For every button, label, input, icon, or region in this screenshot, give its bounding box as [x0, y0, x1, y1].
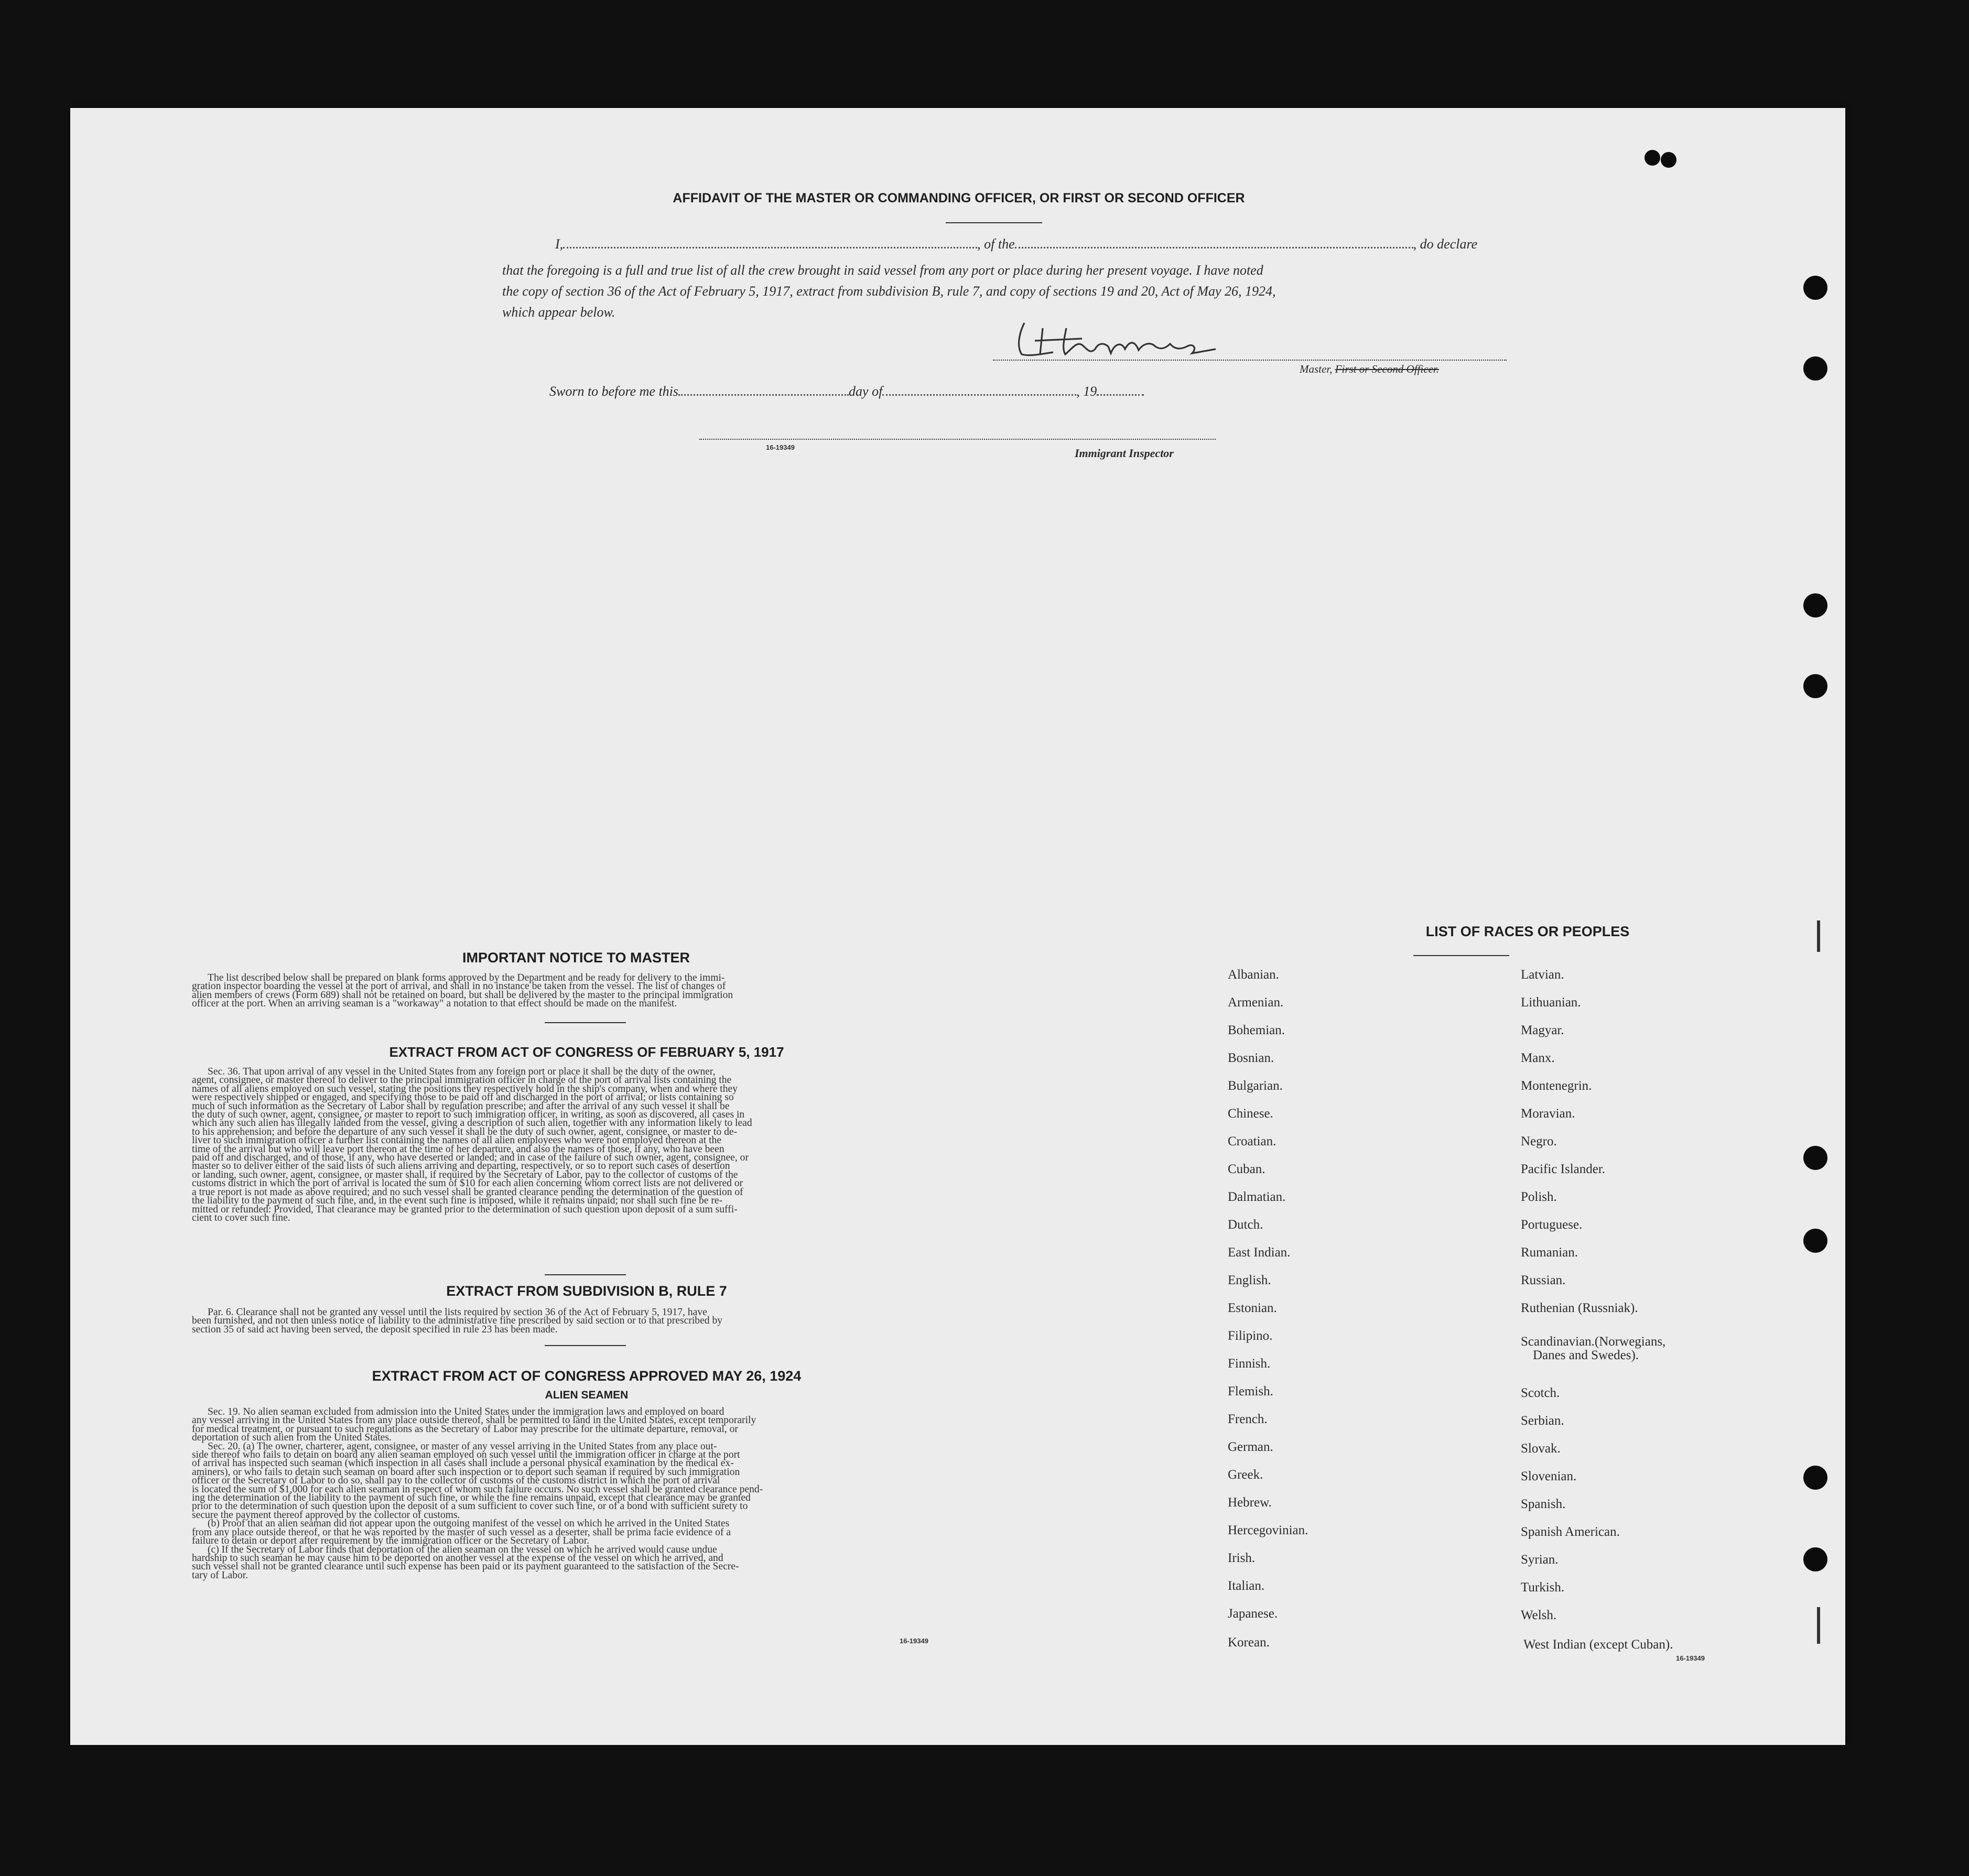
race-item: Syrian. — [1521, 1553, 1559, 1567]
notice-line: alien members of crews (Form 689) shall not be retained on board, but shall be delivered by the master to the principal immigration — [192, 989, 733, 1001]
extract-1917-line: liver to such immigration officer a further list containing the names of all alien employees who were not employed thereon at the — [192, 1135, 722, 1146]
race-item: Dutch. — [1228, 1218, 1263, 1232]
punch-hole-icon — [1803, 674, 1827, 698]
race-item: English. — [1228, 1273, 1271, 1287]
race-item: Rumanian. — [1521, 1245, 1578, 1260]
race-item: Scotch. — [1521, 1386, 1560, 1400]
extract-1924-line: such vessel shall not be granted clearance until such expense has been paid or its payment guaranteed to the satisfaction of the Secre- — [192, 1561, 739, 1573]
inspector-label: Immigrant Inspector — [1075, 447, 1174, 460]
extract-1924-line: Sec. 19. No alien seaman excluded from admission into the United States under the immigration laws and employed on board — [208, 1406, 724, 1417]
race-item: Russian. — [1521, 1273, 1566, 1287]
extract-1924-line: is located the sum of $1,000 for each alien seaman in respect of whom such failure occurs. No such vessel shall be granted clearance pend- — [192, 1483, 763, 1495]
race-item: Moravian. — [1521, 1107, 1575, 1121]
race-item: Spanish American. — [1521, 1525, 1620, 1539]
extract-1924-line: deportation of such alien from the United States. — [192, 1432, 392, 1444]
race-item: Montenegrin. — [1521, 1079, 1592, 1093]
extract-1917-title: EXTRACT FROM ACT OF CONGRESS OF FEBRUARY 5, 1917 — [389, 1044, 784, 1060]
punch-hole-icon — [1803, 276, 1827, 300]
race-item: French. — [1228, 1412, 1268, 1426]
punch-hole-icon — [1803, 1466, 1827, 1490]
race-item: Turkish. — [1521, 1580, 1565, 1595]
race-item: Estonian. — [1228, 1301, 1277, 1315]
extract-1924-line: hardship to such seaman he may cause him to be deported on another vessel at the expense of the vessel on which he arrived, and — [192, 1552, 723, 1564]
i-label: I, — [555, 236, 564, 252]
race-item: Slovak. — [1521, 1441, 1561, 1456]
of-the-label: , of the — [977, 236, 1015, 252]
sworn-label: Sworn to before me this — [549, 384, 679, 399]
extract-1917-line: customs district in which the port of arrival is located the sum of $10 for each alien concerning whom correct lists are not delivered or — [192, 1178, 743, 1189]
affidavit-body — [502, 260, 1498, 323]
notice-body — [192, 974, 1002, 1009]
affidavit-title: AFFIDAVIT OF THE MASTER OR COMMANDING OFFICER, OR FIRST OR SECOND OFFICER — [673, 191, 1245, 205]
race-item: Serbian. — [1521, 1414, 1564, 1428]
master-label: Master, — [1300, 363, 1333, 375]
vessel-blank[interactable] — [1015, 247, 1413, 248]
binder-mark-icon — [1817, 920, 1820, 952]
punch-hole-icon — [1803, 593, 1827, 617]
sworn-line — [549, 384, 1144, 399]
extract-1924-title: EXTRACT FROM ACT OF CONGRESS APPROVED MAY 26, 1924 — [372, 1368, 802, 1384]
extract-1917-line: master so to deliver either of the said lists of such aliens arriving and departing, respectively, or so to report such cases of desertion — [192, 1161, 730, 1172]
affidavit-body-line: the copy of section 36 of the Act of February 5, 1917, extract from subdivision B, rule 7, and copy of sections 19 and 20, Act of May 26, 1924, — [502, 284, 1276, 299]
race-item: Armenian. — [1228, 995, 1284, 1010]
notice-line: The list described below shall be prepared on blank forms approved by the Department and be ready for delivery to the immi- — [208, 972, 725, 983]
divider — [545, 1022, 626, 1023]
extract-1924-line: prior to the determination of such question upon the deposit of a sum sufficient to cover such fine, or of a bond with sufficient surety to — [192, 1501, 748, 1512]
extract-1924-subtitle: ALIEN SEAMEN — [545, 1389, 629, 1401]
extract-1924-line: side thereof who fails to detain on board any alien seaman employed on such vessel until the immigration officer in charge at the port — [192, 1449, 740, 1461]
extract-1917-line: a true report is not made as above required; and no such vessel shall be granted clearance pending the determination of the question of — [192, 1186, 743, 1198]
extract-1917-line: Sec. 36. That upon arrival of any vessel in the United States from any foreign port or place it shall be the duty of the owner, — [208, 1066, 716, 1077]
extract-1917-line: much of such information as the Secretary of Labor shall by regulation prescribe; and after the arrival of any such vessel it shall be — [192, 1100, 730, 1112]
races-title: LIST OF RACES OR PEOPLES — [1425, 924, 1630, 939]
race-item: Filipino. — [1228, 1329, 1273, 1343]
extract-1917-line: agent, consignee, or master thereof to deliver to the principal immigration officer in charge of the port of arrival lists containing the — [192, 1075, 732, 1086]
extract-1917-line: to his apprehension; and before the departure of any such vessel it shall be the duty of such owner, agent, consignee, or master to de- — [192, 1126, 738, 1137]
extract-1917-line: time of the arrival but who will leave port thereon at the time of her departure, and also the names of those, if any, who have been — [192, 1143, 724, 1155]
races-form-number: 16-19349 — [1676, 1654, 1705, 1662]
sworn-day-blank[interactable] — [678, 394, 849, 396]
extract-1917-line: cient to cover such fine. — [192, 1212, 290, 1223]
punch-hole-icon — [1803, 356, 1827, 381]
sworn-year-blank[interactable] — [1097, 394, 1144, 396]
divider — [545, 1274, 626, 1275]
race-item: Welsh. — [1521, 1608, 1557, 1622]
binder-mark-icon — [1817, 1607, 1820, 1644]
race-item: Korean. — [1228, 1635, 1270, 1650]
declare-label: , do declare — [1413, 236, 1478, 252]
notice-line: gration inspector boarding the vessel at the port of arrival, and shall in no instance be taken from the vessel. The list of changes of — [192, 981, 726, 992]
affidavit-declaration-line — [539, 236, 1559, 252]
notice-line: officer at the port. When an arriving seaman is a "workaway" a notation to that effect should be made on the manifest. — [192, 998, 677, 1010]
race-item: Pacific Islander. — [1521, 1162, 1606, 1176]
extract-1924-line: failure to detain or deport after requirement by the immigration officer or the Secretary of Labor. — [192, 1535, 590, 1547]
punch-hole-icon — [1661, 152, 1676, 168]
punch-hole-icon — [1803, 1547, 1827, 1571]
signature-line — [993, 360, 1507, 361]
extract-1924-line: ing the determination of the liability to the payment of such fine, or while the fine remains unpaid, except that clearance may be granted — [192, 1492, 751, 1504]
races-title-underline — [1413, 955, 1509, 956]
race-item: Magyar. — [1521, 1023, 1564, 1037]
affidavit-form-number: 16-19349 — [766, 443, 795, 451]
rule7-line: section 35 of said act having been served, the deposit specified in rule 23 has been made. — [192, 1324, 558, 1335]
race-item: Scandinavian.(Norwegians, — [1521, 1335, 1666, 1349]
day-of-label: day of — [849, 384, 883, 399]
race-item: Bulgarian. — [1228, 1079, 1283, 1093]
extract-1917-body — [192, 1068, 1002, 1222]
race-item: Finnish. — [1228, 1357, 1271, 1371]
race-item: West Indian (except Cuban). — [1523, 1638, 1673, 1652]
form-sheet — [70, 108, 1845, 1745]
extract-1924-line: secure the payment thereof approved by the collector of customs. — [192, 1509, 460, 1521]
race-item: Portuguese. — [1521, 1218, 1583, 1232]
race-item: Chinese. — [1228, 1107, 1273, 1121]
punch-hole-icon — [1803, 1229, 1827, 1253]
extract-1924-line: officer or the Secretary of Labor to do so, shall pay to the collector of customs of the customs district in which the port of arrival — [192, 1475, 720, 1487]
extract-1924-line: for medical treatment, or pursuant to such regulations as the Secretary of Labor may prescribe for the ultimate departure, removal, or — [192, 1423, 738, 1435]
extract-1924-line: from any place outside thereof, or that he was reported by the master of such vessel as a deserter, shall be prima facie evidence of a — [192, 1526, 731, 1538]
master-signature — [1003, 318, 1224, 365]
notice-title: IMPORTANT NOTICE TO MASTER — [462, 950, 690, 966]
extract-1917-line: mitted or refunded: Provided, That clearance may be granted prior to the determination of such question upon deposit of a sum suffi- — [192, 1203, 738, 1215]
race-item: Italian. — [1228, 1579, 1265, 1593]
sworn-month-blank[interactable] — [882, 394, 1076, 396]
race-item: Flemish. — [1228, 1384, 1273, 1398]
race-item: Japanese. — [1228, 1607, 1278, 1621]
race-item: Greek. — [1228, 1468, 1263, 1482]
extract-1924-line: aminers), or who fails to detain such seaman on board after such inspection or to deport such seaman if required by such immigration — [192, 1466, 740, 1478]
affidavit-body-line: that the foregoing is a full and true list of all the crew brought in said vessel from any port or place during her present voyage. I have noted — [502, 263, 1263, 278]
race-item: Negro. — [1521, 1134, 1557, 1148]
race-item: Irish. — [1228, 1551, 1256, 1565]
extract-1917-line: or landing, such owner, agent, consignee, or master shall, if required by the Secretary of Labor, pay to the collector of customs of the — [192, 1169, 738, 1180]
extract-1917-line: paid off and discharged, and of those, if any, who have deserted or landed; and in case of the failure of such owner, agent, consignee, or — [192, 1152, 749, 1164]
race-item: Bosnian. — [1228, 1051, 1274, 1065]
punch-hole-icon — [1803, 1146, 1827, 1170]
race-item: Hercegovinian. — [1228, 1523, 1308, 1537]
signature-caption — [1300, 363, 1439, 376]
affidavit-body-line: which appear below. — [502, 305, 615, 320]
race-item: Dalmatian. — [1228, 1190, 1286, 1204]
year-label: , 19 — [1076, 384, 1097, 399]
extract-form-number: 16-19349 — [900, 1637, 928, 1645]
extract-1917-line: were respectively shipped or engaged, and specifying those to be paid off and discharged in the port of arrival; or lists containing so — [192, 1092, 734, 1103]
race-item: Ruthenian (Russniak). — [1521, 1301, 1638, 1315]
race-item: Slovenian. — [1521, 1469, 1577, 1483]
rule7-body — [192, 1308, 1002, 1334]
race-item: Croatian. — [1228, 1134, 1276, 1148]
rule7-line: been furnished, and not then unless notice of liability to the administrative fine prescribed by said section or to that prescribed by — [192, 1315, 723, 1327]
extract-1917-line: which any such alien has illegally landed from the vessel, giving a description of such alien, together with any information likely to lead — [192, 1118, 752, 1129]
name-blank[interactable] — [563, 247, 977, 248]
race-item: German. — [1228, 1440, 1273, 1454]
title-underline — [946, 222, 1042, 223]
extract-1917-line: the duty of such owner, agent, consignee, or master to report to such immigration officer, in writing, as soon as discovered, all cases in — [192, 1109, 745, 1121]
extract-1924-line: (b) Proof that an alien seaman did not appear upon the outgoing manifest of the vessel on which he arrived in the United States — [208, 1518, 730, 1530]
extract-1924-body — [192, 1408, 1002, 1580]
rule7-line: Par. 6. Clearance shall not be granted any vessel until the lists required by section 36 of the Act of February 5, 1917, have — [208, 1307, 707, 1318]
extract-1917-line: names of all aliens employed on such vessel, stating the positions they respectively hold in the ship's company, when and where they — [192, 1083, 738, 1094]
extract-1924-line: of arrival has inspected such seaman (which inspection in all cases shall include a personal physical examination by the medical ex- — [192, 1458, 734, 1469]
divider — [545, 1345, 626, 1346]
race-item: Danes and Swedes). — [1533, 1348, 1639, 1362]
race-item: Latvian. — [1521, 968, 1564, 982]
race-item: Lithuanian. — [1521, 995, 1581, 1010]
race-item: Bohemian. — [1228, 1023, 1285, 1037]
race-item: Albanian. — [1228, 968, 1279, 982]
punch-hole-icon — [1645, 150, 1660, 166]
inspector-line — [699, 439, 1216, 440]
race-item: Spanish. — [1521, 1497, 1566, 1511]
extract-1924-line: tary of Labor. — [192, 1569, 248, 1581]
extract-1924-line: Sec. 20. (a) The owner, charterer, agent, consignee, or master of any vessel arriving in the United States from any place out- — [208, 1440, 717, 1452]
extract-1924-line: (c) If the Secretary of Labor finds that deportation of the alien seaman on the vessel on which he arrived would cause undue — [208, 1544, 717, 1555]
race-item: Manx. — [1521, 1051, 1555, 1065]
race-item: Polish. — [1521, 1190, 1557, 1204]
race-item: Cuban. — [1228, 1162, 1265, 1176]
struck-officer-label: First or Second Officer. — [1335, 363, 1439, 375]
extract-1924-line: any vessel arriving in the United States from any place outside thereof, shall be permitted to land in the United States, except temporarily — [192, 1415, 756, 1426]
race-item: Hebrew. — [1228, 1495, 1272, 1510]
rule7-title: EXTRACT FROM SUBDIVISION B, RULE 7 — [446, 1283, 727, 1299]
race-item: East Indian. — [1228, 1245, 1291, 1260]
extract-1917-line: the liability to the payment of such fine, and, in the event such fine is imposed, while it remains unpaid; nor shall such fine be re- — [192, 1195, 723, 1207]
